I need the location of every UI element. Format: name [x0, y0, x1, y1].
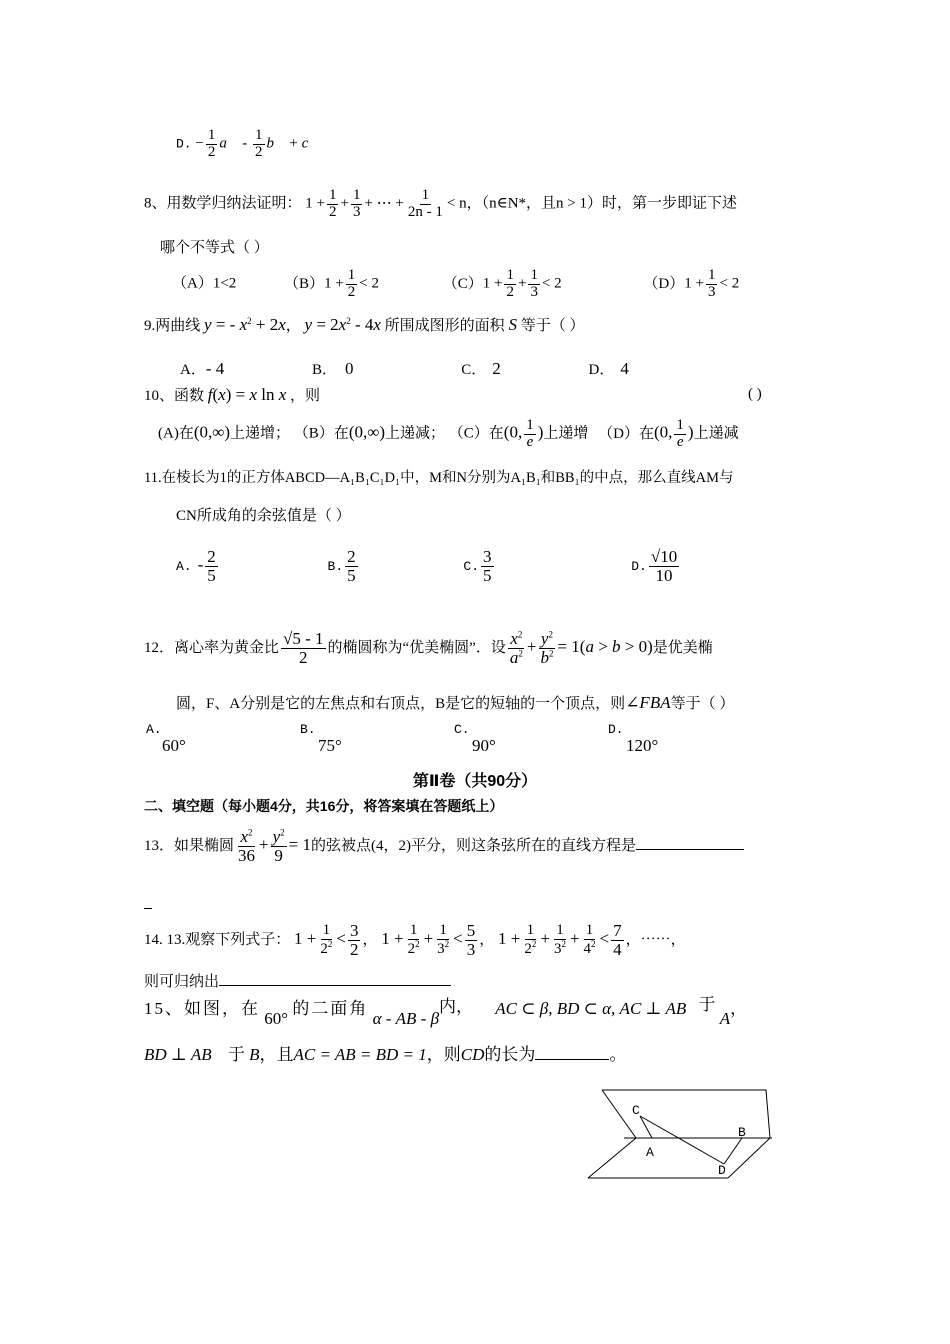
q15-lengths: AC = AB = BD = 1: [293, 1045, 427, 1064]
q15-end: 。: [609, 1045, 627, 1064]
q9-prefix: 9.两曲线: [144, 318, 201, 334]
figure-label-d: D: [718, 1163, 726, 1178]
q15-answer-blank[interactable]: [535, 1059, 609, 1060]
q10-prefix: 10、函数: [144, 388, 205, 404]
q9-c-label: C．: [461, 362, 487, 378]
q12-line2a: 圆，F、A分别是它的左焦点和右顶点，B是它的短轴的一个顶点，则: [176, 696, 626, 712]
q12-c-value: 90°: [472, 736, 496, 755]
q8-option-c: （C）: [442, 275, 483, 292]
q7-option-d: D. − $\frac{1}{2}$ a⃗ - $\frac{1}{2}$ b⃗ + c⃗: [176, 127, 320, 160]
q15-point-b: B: [249, 1045, 260, 1064]
segment-bd: [724, 1138, 742, 1164]
q9-stem: 9.两曲线 y = - $x^2 + 2x$， $y = 2x^2 - 4x$ 所围成图形的面积 S 等于（ ）: [144, 315, 585, 334]
q9-d-value: 4: [620, 359, 629, 378]
q8-prefix: 8、用数学归纳法证明：: [144, 195, 302, 212]
q10-answer-paren: ( ): [748, 386, 762, 402]
q10-stem: 10、函数 f(x) = x ln x ，则: [144, 385, 321, 404]
dihedral-figure: [584, 1084, 784, 1184]
q9-mid: 所围成图形的面积: [384, 318, 505, 334]
q8-stem: 8、用数学归纳法证明： 1 + $\frac{1}{2}$ + $\frac{1}{3}$ + ⋯ + $\frac{1}{2n - 1}$ < n，（n∈N*，且n > 1）时，第一步即证下述: [144, 187, 737, 220]
q15-angle: 60°: [264, 1009, 289, 1028]
q15-yu2: 于: [227, 1045, 245, 1064]
q15-mid: 的二面角: [292, 999, 369, 1018]
figure-label-c: C: [632, 1103, 640, 1118]
figure-label-b: B: [738, 1125, 746, 1140]
q8-options: （A）1<2 （B）1 + $\frac{1}{2}$ < 2 （C）1 + $\frac{1}{2}$ + $\frac{1}{3}$ < 2 （D）1 + $\frac{1}{3}$ < 2: [172, 267, 740, 300]
lower-plane-right-edge: [728, 1138, 770, 1178]
q15-point-a: A: [719, 1009, 731, 1028]
q15-mid2: 内，: [439, 997, 474, 1016]
q11-line1: 11.在棱长为1的正方体ABCD—A₁B₁C₁D₁中，M和N分别为A₁B₁和BB₁的中点，那么直线AM与: [144, 470, 734, 486]
q14-prefix: 14. 13.观察下列式子：: [144, 931, 291, 948]
q10-a-tail: 上递增；: [230, 425, 291, 442]
q15-and: ，且: [259, 1045, 294, 1064]
q12-a-value: 60°: [162, 736, 186, 755]
q15-ze: ，则: [426, 1045, 461, 1064]
q8-line2: 哪个不等式（ ）: [160, 240, 269, 256]
q11-a-label: A.: [176, 558, 192, 574]
q14-line2: [144, 970, 451, 991]
q8-option-a: （A）1<2: [172, 275, 237, 292]
q13-blank-continuation: [144, 908, 152, 909]
q10-option-d: （D）在: [598, 425, 654, 442]
q14-dots: ，⋯⋯，: [625, 931, 686, 948]
q15-prefix: 15、如图，在: [144, 999, 260, 1018]
q9-a-value: - 4: [205, 359, 225, 378]
q14-answer-blank[interactable]: [219, 985, 451, 986]
q12-line2: 圆，F、A分别是它的左焦点和右顶点，B是它的短轴的一个顶点，则∠FBA等于（ ）: [176, 693, 735, 712]
q12-a-label: A.: [146, 722, 162, 737]
q12-mid: 的椭圆称为“优美椭圆”．设: [327, 639, 506, 656]
q11-b-label: B.: [327, 558, 344, 574]
q10-c-tail: 上递增: [543, 425, 589, 442]
q11-options: A. - $\frac{2}{5}$ B. $\frac{2}{5}$ C. $\frac{3}{5}$ D. $\frac{√10}{10}$: [176, 547, 678, 585]
q15-line1: 15、如图，在 60° 的二面角 α - AB - β内， AC ⊂ β, BD ⊂ α, AC ⊥ AB 于 A，: [144, 995, 748, 1028]
q10-suffix: ，则: [290, 388, 321, 404]
q12-prefix: 12．离心率为黄金比: [144, 639, 280, 656]
q9-b-label: B．: [312, 362, 338, 378]
q9-c-value: 2: [492, 359, 501, 378]
q15-condition: AC ⊂ β, BD ⊂ α, AC ⊥ AB: [495, 999, 687, 1018]
q7-d-label: D.: [176, 136, 192, 152]
q15-bd-perp: BD ⊥ AB: [144, 1045, 212, 1064]
q12-d-label: D.: [608, 722, 624, 737]
q11-c-label: C.: [463, 558, 479, 574]
q14-line2-text: 则可归纳出: [144, 974, 220, 990]
q13-suffix: 的弦被点(4，2)平分，则这条弦所在的直线方程是: [311, 837, 636, 854]
lower-plane-left-edge: [588, 1138, 636, 1178]
q12-c-label: C.: [454, 722, 470, 737]
part2-title: 第Ⅱ卷（共90分）: [412, 773, 538, 790]
q9-options: [180, 358, 629, 379]
q12-stem: 12．离心率为黄金比 $\frac{√5 - 1}{2}$ 的椭圆称为“优美椭圆”．设 $\frac{x^2}{a^2}$ + $\frac{y^2}{b^2}$ = 1(a > b > 0)是优美椭: [144, 629, 713, 667]
figure-label-a: A: [646, 1145, 654, 1160]
q15-cd: CD: [460, 1045, 485, 1064]
q9-suffix: 等于（ ）: [520, 318, 585, 334]
q13-answer-blank[interactable]: [636, 849, 744, 850]
q11-line2: CN所成角的余弦值是（ ）: [176, 508, 351, 524]
q15-line2: [144, 1040, 626, 1065]
q13-stem: 13．如果椭圆 $\frac{x^2}{36}$ + $\frac{y^2}{9}$ = 1的弦被点(4，2)平分，则这条弦所在的直线方程是: [144, 828, 744, 865]
q8-condition: ，（n∈N*，且n > 1）时，第一步即证下述: [466, 195, 737, 212]
q8-option-d: （D）: [643, 275, 685, 292]
upper-plane-left-edge: [602, 1090, 636, 1138]
q9-d-label: D．: [588, 362, 615, 378]
q12-d-value: 120°: [626, 736, 659, 755]
q15-yu: 于: [698, 995, 716, 1014]
q12-b-label: B.: [300, 722, 316, 737]
q9-a-label: A．: [180, 362, 206, 378]
q10-options: (A)在(0,∞)上递增； （B）在(0,∞)上递减； （C）在(0, $\frac{1}{e}$ )上递增 （D）在(0, $\frac{1}{e}$ )上递减: [158, 417, 739, 450]
q10-option-a: (A)在: [158, 425, 194, 442]
q11-d-label: D.: [631, 558, 647, 574]
q12-b-value: 75°: [318, 736, 342, 755]
part2-section-heading: 二、填空题（每小题4分，共16分，将答案填在答题纸上）: [144, 798, 504, 814]
q13-prefix: 13．如果椭圆: [144, 837, 235, 854]
q10-d-tail: 上递减: [693, 425, 739, 442]
q14-stem: 14. 13.观察下列式子： 1 + $\frac{1}{2^2}$ < $\frac{3}{2}$ ， 1 + $\frac{1}{2^2}$ + $\frac{1}{3^2}$ < $\frac{5}{3}$ ， 1 + $\frac{1}{2^2}$ + $\frac{1}{3^2}$ + $\frac{1}{4^2}$ < $\frac{7}{4}$ ，⋯⋯，: [144, 921, 686, 959]
q10-b-tail: 上递减；: [385, 425, 446, 442]
q8-option-b: （B）: [284, 275, 325, 292]
q15-length-of: 的长为: [484, 1045, 536, 1064]
q12-suffix: 是优美椭: [652, 639, 713, 656]
q9-b-value: 0: [345, 359, 354, 378]
q12-line2b: 等于（ ）: [670, 696, 735, 712]
q10-option-c: （C）在: [448, 425, 504, 442]
q10-option-b: （B）在: [293, 425, 349, 442]
